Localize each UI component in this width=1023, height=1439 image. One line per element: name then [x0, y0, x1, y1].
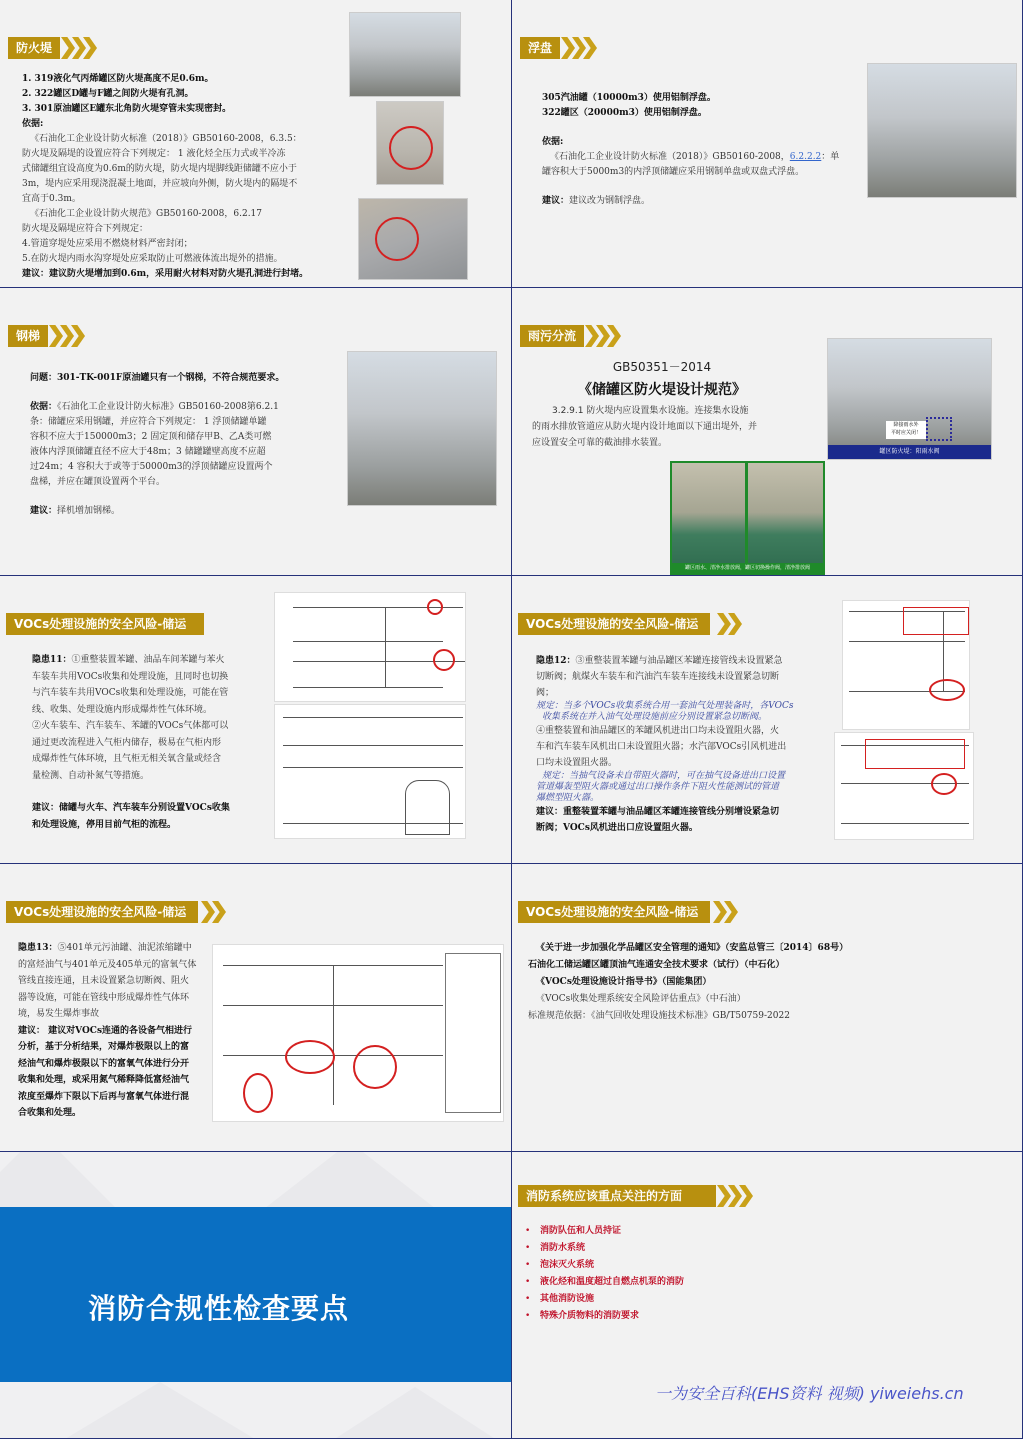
basis-line: 液体内浮顶储罐直径不应大于48m；3 储罐罐壁高度不应超 — [30, 447, 266, 457]
tag-label: 消防系统应该重点关注的方面 — [518, 1185, 716, 1207]
basis-line: 4.管道穿堤处应采用不燃烧材料严密封闭； — [22, 239, 193, 249]
bullet-icon: • — [525, 1243, 531, 1253]
basis-label: 依据： — [30, 402, 58, 412]
rule-line: 规定：当抽气设备未自带阻火器时，可在抽气设备进出口设置 — [542, 771, 786, 781]
crude-tank-photo — [347, 351, 497, 506]
rule-line: 规定：当多个VOCs收集系统合用一套油气处理装备时，各VOCs — [536, 701, 794, 711]
section-tag — [518, 901, 738, 923]
highlight-box — [865, 739, 965, 769]
firewall-drain-photo — [827, 338, 992, 460]
suggestion: 择机增加钢梯。 — [57, 506, 121, 516]
firewall-body — [22, 72, 332, 282]
hazard-body — [18, 940, 208, 1122]
fire-focus-item — [525, 1291, 684, 1308]
pid-diagram — [834, 732, 974, 840]
suggestion-line: 收集和处理，或采用氮气稀释降低富烃油气 — [18, 1075, 190, 1085]
hazard-line: ⑤401单元污油罐、油泥浓缩罐中 — [57, 943, 192, 953]
hazard-line: 管线直接连通，且未设置紧急切断阀、阻火 — [18, 976, 190, 986]
highlight-circle — [375, 217, 419, 261]
suggestion-line: 建议： 建议对VOCs连通的各设备气相进行 — [18, 1025, 193, 1036]
hazard-line: 的富烃油气与401单元及405单元的富氧气体 — [18, 959, 197, 970]
hazard-line: 器等设施，可能在管线中形成爆炸性气体环 — [18, 992, 190, 1003]
tag-label: VOCs处理设施的安全风险-储运 — [518, 613, 710, 635]
highlight-box — [903, 607, 969, 635]
pid-diagram — [274, 592, 466, 702]
basis-label: 依据: — [22, 119, 44, 129]
hazard-body — [32, 652, 242, 833]
highlight-circle — [433, 649, 455, 671]
tag-label: VOCs处理设施的安全风险-储运 — [6, 901, 198, 923]
tag-label: VOCs处理设施的安全风险-储运 — [6, 613, 204, 635]
fire-focus-item — [525, 1223, 684, 1240]
suggestion-label: 建议： — [30, 506, 58, 516]
highlight-circle — [427, 599, 443, 615]
chevron-icon — [720, 1185, 753, 1207]
slide-rain-sewage — [512, 288, 1023, 576]
highlight-circle — [931, 773, 957, 795]
issue-item: 322罐区（20000m3）使用铝制浮盘。 — [542, 108, 707, 118]
section-tag — [6, 613, 204, 635]
hazard-line: 线、收集、处理设施内形成爆炸性气体环境。 — [32, 704, 213, 715]
hazard-line: 量检测、自动补氮气等措施。 — [32, 770, 150, 781]
pid-diagram — [274, 704, 466, 839]
standard-title: 《储罐区防火堤设计规范》 — [578, 382, 746, 398]
hazard-line: 与汽车装车共用VOCs收集和处理设施，可能在管 — [32, 688, 229, 698]
highlight-circle — [285, 1040, 335, 1074]
issue-item: 305汽油罐（10000m3）使用铝制浮盘。 — [542, 93, 716, 103]
problem-label: 问题： — [30, 373, 58, 383]
highlight-circle — [243, 1073, 273, 1113]
clause-line: 的雨水排放管道应从防火堤内设计地面以下通出堤外，并 — [532, 422, 758, 432]
basis-line: 条：储罐应采用钢罐，并应符合下列规定： 1 浮顶储罐单罐 — [30, 417, 267, 427]
basis-line: 防火堤及隔堤应符合下列规定： — [22, 224, 149, 234]
tag-label: 钢梯 — [8, 325, 48, 347]
hazard-line: ③重整装置苯罐与油品罐区苯罐连接管线未设置紧急 — [575, 656, 783, 666]
slide-vocs-hazard-11 — [0, 576, 512, 864]
steel-ladder-body — [30, 371, 295, 519]
suggestion-line: 建议：重整装置苯罐与油品罐区苯罐连接管线分别增设紧急切 — [536, 807, 780, 817]
tag-label: 浮盘 — [520, 37, 560, 59]
hazard-body — [536, 653, 806, 836]
item-label: 液化烃和温度超过自燃点机泵的消防 — [540, 1277, 685, 1287]
tag-label: 雨污分流 — [520, 325, 584, 347]
basis-line: 容积不应大于150000m3；2 固定顶和储存甲B、乙A类可燃 — [30, 432, 272, 442]
suggestion-line: 断阀；VOCs风机进出口应设置阻火器。 — [536, 823, 698, 833]
section-tag — [8, 325, 85, 347]
slide-vocs-hazard-12 — [512, 576, 1023, 864]
chevron-icon — [720, 613, 742, 635]
basis-line: 《石油化工企业设计防火标准》GB50160-2008第6.2.1 — [57, 402, 279, 412]
section-tag — [520, 325, 621, 347]
pid-diagram — [212, 944, 504, 1122]
slide-firewall — [0, 0, 512, 288]
section-tag — [6, 901, 226, 923]
basis-line: 盘梯，并应在罐顶设置两个平台。 — [30, 477, 166, 487]
hazard-line: ①重整装置苯罐、油品车间苯罐与苯火 — [71, 655, 225, 665]
chevron-icon — [52, 325, 85, 347]
slide-vocs-references — [512, 864, 1023, 1152]
hazard-line: 口均未设置阻火器。 — [536, 758, 618, 768]
suggestion-line: 和处理设施，停用目前气柜的流程。 — [32, 819, 177, 830]
firewall-hole-photo — [376, 101, 444, 185]
chevron-icon — [588, 325, 621, 347]
note-line: 降接雨水外 — [893, 422, 919, 428]
suggestion-line: 分析，基于分析结果，对爆炸极限以上的富 — [18, 1042, 190, 1052]
basis-line: 罐容积大于5000m3的内浮顶储罐应采用钢制单盘或双盘式浮盘。 — [542, 167, 805, 177]
reference-item: 《关于进一步加强化学品罐区安全管理的通知》（安监总管三〔2014〕68号） — [536, 943, 849, 953]
highlight-circle — [389, 126, 433, 170]
rainwater-valve-photo — [670, 461, 825, 575]
hazard-line: 车和汽车装车风机出口未设置阻火器；水汽部VOCs引风机进出 — [536, 742, 787, 752]
basis-line: 《石油化工企业设计防火规范》GB50160-2008，6.2.17 — [30, 209, 263, 219]
tag-label: 防火堤 — [8, 37, 60, 59]
basis-text: 《石油化工企业设计防火标准（2018）》GB50160-2008， — [550, 152, 790, 162]
suggestion: 建议改为钢制浮盘。 — [569, 196, 651, 206]
problem-text: 301-TK-001F原油罐只有一个钢梯，不符合规范要求。 — [57, 373, 285, 383]
highlight-circle — [929, 679, 965, 701]
pid-diagram — [842, 600, 970, 730]
hazard-line: 境，易发生爆炸事故 — [18, 1009, 100, 1019]
floating-disk-body — [542, 91, 862, 209]
hazard-line: ④重整装置和油品罐区的苯罐风机进出口均未设置阻火器，火 — [536, 726, 780, 736]
basis-line: 过24m；4 容积大于或等于50000m3的浮顶储罐应设置两个 — [30, 462, 273, 472]
fire-focus-item — [525, 1274, 684, 1291]
chevron-icon — [564, 37, 597, 59]
basis-line: 式储罐组宜设高度为0.6m的防火堤，防火堤内堤脚线距储罐不应小于 — [22, 164, 297, 174]
rule-line: 管道爆轰型阻火器或通过出口操作条件下阻火性能测试的管道 — [536, 782, 780, 792]
tag-label: VOCs处理设施的安全风险-储运 — [518, 901, 710, 923]
fire-focus-item — [525, 1240, 684, 1257]
note-line: 平时应关闭！ — [890, 430, 921, 436]
photo-caption: 罐区防火堤：阳雨水阀 — [828, 445, 991, 459]
chevron-icon — [64, 37, 97, 59]
fire-focus-list — [525, 1223, 684, 1325]
suggestion-line: 浓度至爆炸下限以下后再与富氧气体进行混 — [18, 1091, 190, 1102]
chevron-icon — [716, 901, 738, 923]
bullet-icon: • — [525, 1277, 531, 1287]
reference-list — [528, 940, 873, 1025]
storage-tank-photo — [867, 63, 1017, 198]
section-tag — [520, 37, 597, 59]
bullet-icon: • — [525, 1260, 531, 1270]
issue-item: 2. 322罐区D罐与F罐之间防火堤有孔洞。 — [22, 89, 194, 99]
clause-text — [532, 403, 822, 451]
clause-line: 3.2.9.1 防火堤内应设置集水设施。连接集水设施 — [552, 406, 749, 416]
slide-section-cover — [0, 1152, 512, 1439]
standard-code: GB50351－2014 — [612, 360, 712, 374]
basis-text: ：单 — [821, 152, 840, 162]
basis-line: 5.在防火堤内雨水沟穿堤处应采取防止可燃液体流出堤外的措施。 — [22, 254, 283, 264]
reference-item: 《VOCs处理设施设计指导书》（国能集团） — [536, 977, 712, 987]
section-tag — [518, 1185, 753, 1207]
fire-focus-item — [525, 1308, 684, 1325]
reference-item: 石油化工储运罐区罐顶油气连通安全技术要求（试行）（中石化） — [528, 960, 785, 970]
hazard-line: ②火车装车、汽车装车、苯罐的VOCs气体都可以 — [32, 721, 229, 731]
basis-label: 依据: — [542, 137, 564, 147]
chevron-icon — [204, 901, 226, 923]
highlight-box — [926, 417, 952, 441]
basis-line: 宜高于0.3m。 — [22, 194, 81, 204]
hazard-line: 成爆炸性气体环境，且气柜无相关氧含量或烃含 — [32, 754, 222, 764]
bullet-icon: • — [525, 1311, 531, 1321]
basis-line: 3m，堤内应采用现浇混凝土地面，并应坡向外侧，防火堤内的隔堤不 — [22, 179, 298, 189]
slide-floating-disk — [512, 0, 1023, 288]
slide-steel-ladder — [0, 288, 512, 576]
bullet-icon: • — [525, 1294, 531, 1304]
item-label: 其他消防设施 — [540, 1294, 595, 1304]
cover-title: 消防合规性检查要点 — [88, 1292, 350, 1325]
hazard-label: 隐患13： — [18, 943, 58, 953]
site-watermark: 一为安全百科(EHS资料 视频) yiweiehs.cn — [655, 1384, 964, 1403]
hazard-line: 车装车共用VOCs收集和处理设施，且同时也切换 — [32, 671, 229, 682]
item-label: 消防水系统 — [540, 1243, 586, 1253]
photo-note — [886, 421, 926, 439]
highlight-circle — [353, 1045, 397, 1089]
item-label: 消防队伍和人员持证 — [540, 1226, 622, 1236]
hazard-line: 通过更改流程进入气柜内储存，极易在气柜内形 — [32, 737, 222, 748]
bullet-icon: • — [525, 1226, 531, 1236]
photo-caption: 罐区雨水、清净水排放阀，罐区切换操作阀，清净排放阀 — [672, 563, 823, 573]
suggestion: 建议：建议防火堤增加到0.6m，采用耐火材料对防火堤孔洞进行封堵。 — [22, 269, 309, 279]
basis-line: 防火堤及隔堤的设置应符合下列规定： 1 液化烃全压力式或半冷冻 — [22, 149, 286, 159]
rule-line: 爆燃型阻火器。 — [536, 793, 600, 803]
issue-item: 1. 319液化气丙烯罐区防火堤高度不足0.6m。 — [22, 74, 214, 84]
pipe-penetration-photo — [358, 198, 468, 280]
suggestion-line: 烃油气和爆炸极限以下的富氧气体进行分开 — [18, 1058, 190, 1069]
suggestion-label: 建议： — [542, 196, 570, 206]
suggestion-line: 建议：储罐与火车、汽车装车分别设置VOCs收集 — [32, 803, 230, 813]
hazard-line: 阀； — [536, 688, 555, 698]
hazard-label: 隐患11： — [32, 655, 72, 665]
hazard-line: 切断阀；航煤火车装车和汽油汽车装车连接线未设置紧急切断 — [536, 672, 780, 682]
section-tag — [8, 37, 97, 59]
clause-link[interactable]: 6.2.2.2 — [789, 152, 822, 162]
slide-vocs-hazard-13 — [0, 864, 512, 1152]
sphere-tank-photo — [349, 12, 461, 97]
reference-item: 标准规范依据：《油气回收处理设施技术标准》GB/T50759-2022 — [528, 1011, 790, 1021]
hazard-label: 隐患12： — [536, 656, 576, 666]
fire-focus-item — [525, 1257, 684, 1274]
reference-item: 《VOCs收集处理系统安全风险评估重点》（中石油） — [536, 994, 746, 1004]
basis-line: 《石油化工企业设计防火标准（2018）》GB50160-2008，6.3.5： — [30, 134, 302, 144]
rule-line: 收集系统在并入油气处理设施前应分别设置紧急切断阀。 — [542, 712, 768, 722]
clause-line: 应设置安全可靠的截油排水装置。 — [532, 438, 668, 448]
item-label: 特殊介质物料的消防要求 — [540, 1311, 640, 1321]
item-label: 泡沫灭火系统 — [540, 1260, 595, 1270]
suggestion-line: 合收集和处理。 — [18, 1108, 82, 1118]
issue-item: 3. 301原油罐区E罐东北角防火堤穿管未实现密封。 — [22, 104, 232, 114]
section-tag — [518, 613, 742, 635]
